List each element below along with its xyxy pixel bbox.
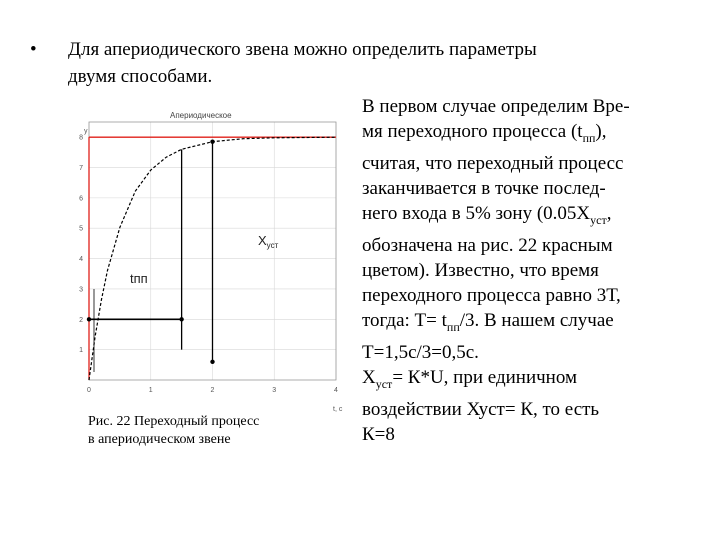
- bullet-line-1: Для апериодического звена можно определить параметры: [68, 39, 537, 60]
- tpp-end-dot: [179, 317, 183, 321]
- x-tick-label: 3: [272, 387, 277, 394]
- plot-title: Апериодическое: [170, 111, 232, 120]
- text-line-12: воздействии Хуст= К, то есть: [362, 399, 600, 420]
- text-line-5: него входа в 5% зону ($0.05Х_{уст}$,: [362, 203, 612, 227]
- tpp-start-dot: [87, 317, 91, 321]
- y-tick-label: 7: [79, 165, 83, 173]
- y-tick-label: 1: [79, 347, 83, 355]
- x-tick-label: 1: [148, 387, 153, 394]
- caption-line-2: в апериодическом звене: [88, 432, 231, 447]
- tpp-label: tпп: [130, 271, 148, 286]
- xust-label: $Х_{уст}$: [258, 233, 279, 250]
- x-tick-label: 2: [210, 387, 215, 394]
- x-axis-label: t, c: [333, 406, 343, 413]
- x-tick-label: 4: [334, 387, 338, 394]
- xust-top-dot: [210, 140, 214, 144]
- text-line-7: цветом). Известно, что время: [362, 260, 599, 281]
- y-tick-label: 4: [79, 256, 83, 264]
- text-line-8: переходного процесса равно 3Т,: [362, 285, 621, 306]
- y-tick-label: 6: [79, 195, 83, 203]
- transient-figure: [60, 100, 350, 430]
- text-line-6: обозначена на рис. 22 красным: [362, 235, 613, 256]
- caption-line-1: Рис. 22 Переходный процесс: [88, 414, 260, 429]
- text-line-4: заканчивается в точке послед-: [362, 178, 606, 199]
- text-line-13: К=8: [362, 424, 395, 445]
- y-tick-label: 5: [79, 225, 83, 233]
- text-line-2: мя переходного процесса $(t_{пп})$,: [362, 121, 607, 145]
- transient-plot: [60, 100, 350, 430]
- text-line-9: тогда: $Т= t_{пп}/3$. В нашем случае: [362, 310, 614, 334]
- bullet-line-2: двумя способами.: [68, 66, 213, 87]
- bullet-text: [68, 36, 688, 90]
- text-line-3: считая, что переходный процесс: [362, 153, 624, 174]
- text-line-10: Т=1,5с/3=0,5с.: [362, 342, 479, 363]
- explanation-text: [362, 94, 707, 447]
- xust-bottom-dot: [210, 360, 214, 364]
- y-tick-label: 8: [79, 134, 83, 142]
- y-axis-label: y: [84, 128, 88, 135]
- x-tick-label: 0: [87, 387, 91, 394]
- bullet-marker: •: [30, 39, 37, 60]
- figure-caption: [88, 413, 328, 449]
- y-tick-label: 3: [79, 286, 83, 294]
- text-line-1: В первом случае определим Вре-: [362, 96, 630, 117]
- text-line-11: $Х_{уст}= К*U$, при единичном: [362, 367, 577, 391]
- y-tick-label: 2: [79, 316, 83, 324]
